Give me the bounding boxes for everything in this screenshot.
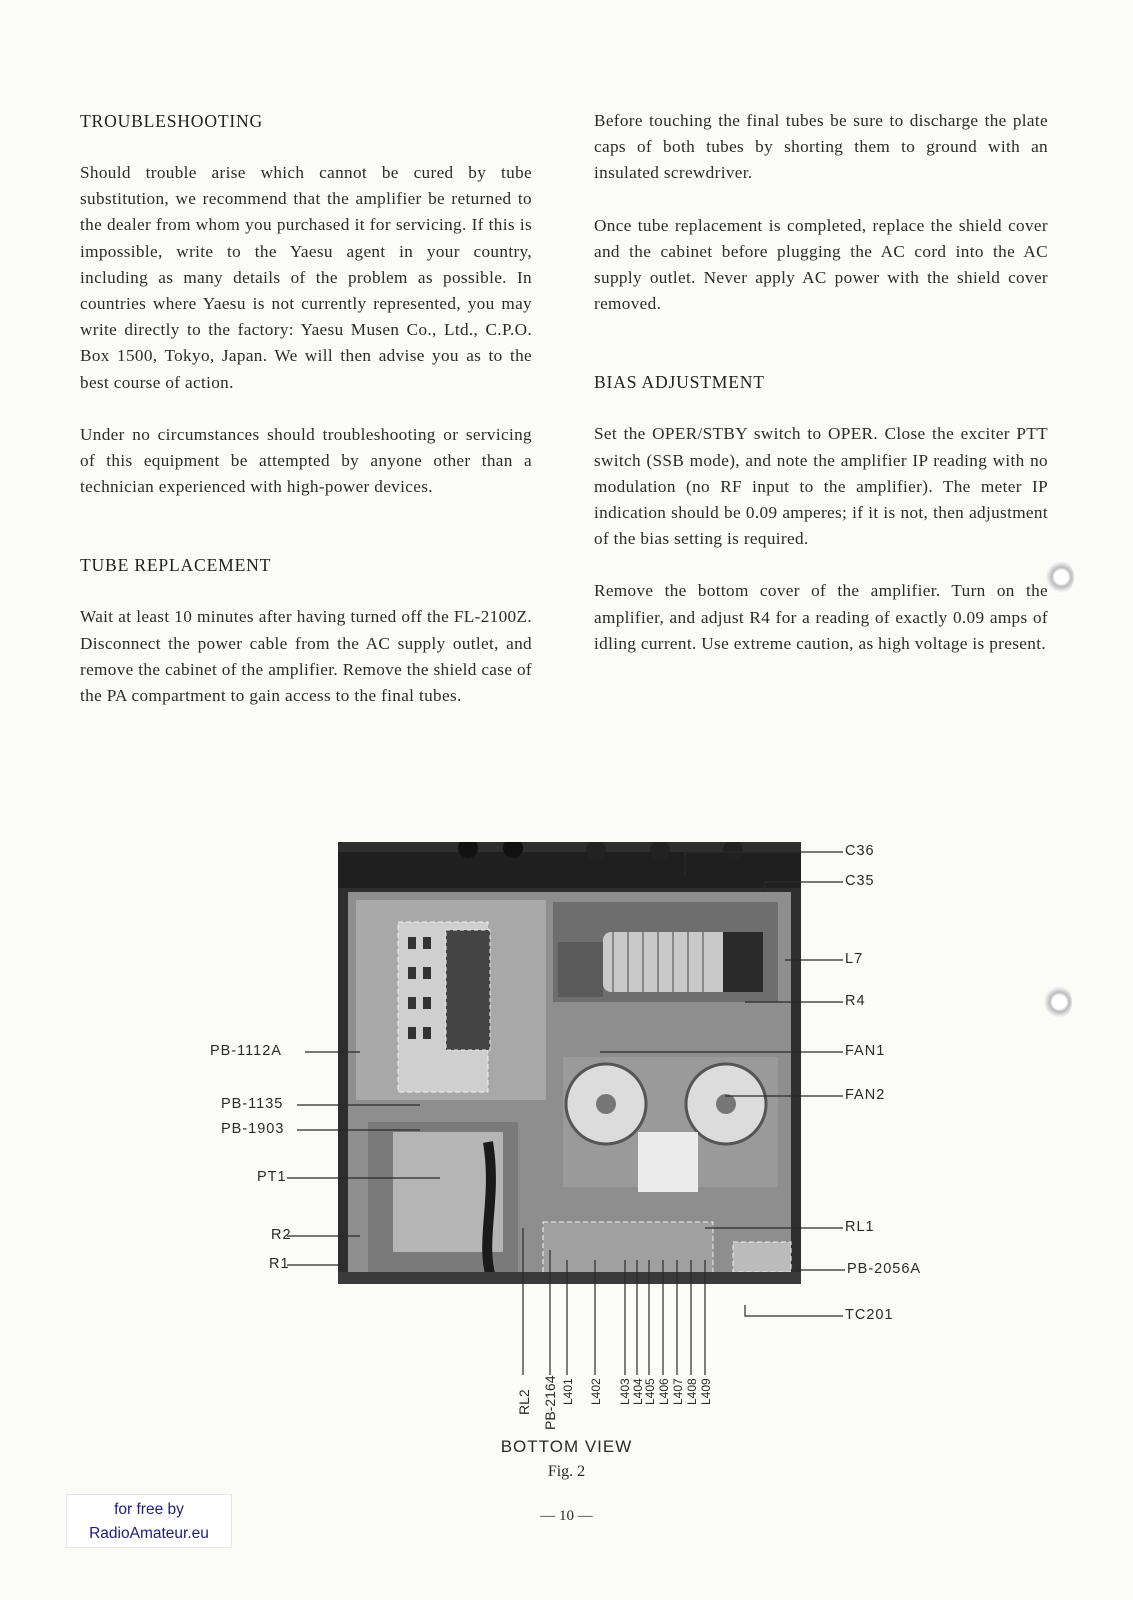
label-r2: R2: [271, 1227, 292, 1243]
binder-hole-top: [1046, 560, 1074, 594]
label-c36: C36: [845, 843, 875, 859]
label-c35: C35: [845, 873, 875, 889]
bias-adjustment-heading: BIAS ADJUSTMENT: [594, 372, 765, 393]
label-l404: L404: [631, 1378, 645, 1405]
label-pb-1112a: PB-1112A: [210, 1043, 282, 1059]
label-tc201: TC201: [845, 1307, 894, 1323]
bias-adjustment-paragraph-1: Set the OPER/STBY switch to OPER. Close the exciter PTT switch (SSB mode), and note the amplifier IP reading with no modulation (no RF input to the amplifier). The meter IP indication should be 0.09 amperes; if it is not, then adjustment of the bias setting is required.: [594, 424, 1048, 549]
tube-replacement-heading: TUBE REPLACEMENT: [80, 555, 272, 576]
label-l407: L407: [671, 1378, 685, 1405]
label-pb-1135: PB-1135: [221, 1096, 284, 1112]
label-l402: L402: [589, 1378, 603, 1405]
page-number: — 10 —: [540, 1508, 593, 1524]
tube-replacement-paragraph-3: Once tube replacement is completed, replace the shield cover and the cabinet before plugging the AC cord into the AC supply outlet. Never apply AC power with the shield cover removed.: [594, 215, 1048, 314]
stamp-line-2: RadioAmateur.eu: [89, 1525, 209, 1542]
bias-adjustment-paragraph-2: Remove the bottom cover of the amplifier. Turn on the amplifier, and adjust R4 for a reading of exactly 0.09 amps of idling current. Use extreme caution, as high voltage is present.: [594, 581, 1048, 653]
label-r4: R4: [845, 993, 866, 1009]
troubleshooting-paragraph-2: Under no circumstances should troubleshooting or servicing of this equipment be attempted by anyone other than a technician experienced with high-power devices.: [80, 424, 532, 497]
tube-replacement-paragraph-2: Before touching the final tubes be sure to discharge the plate caps of both tubes by shorting them to ground with an insulated screwdriver.: [594, 111, 1048, 183]
bottom-view-figure: [205, 830, 930, 1440]
label-fan1: FAN1: [845, 1043, 886, 1059]
label-l401: L401: [561, 1378, 575, 1405]
binder-hole-bottom: [1044, 985, 1072, 1019]
source-stamp: [66, 1494, 232, 1548]
figure-caption-title: BOTTOM VIEW: [500, 1437, 633, 1456]
troubleshooting-paragraph-1: Should trouble arise which cannot be cured by tube substitution, we recommend that the amplifier be returned to the dealer from whom you purchased it for servicing. If this is impossible, write to the Yaesu agent in your country, including as many details of the problem as possible. In countries where Yaesu is not currently represented, you may write directly to the factory: Yaesu Musen Co., Ltd., C.P.O. Box 1500, Tokyo, Japan. We will then advise you as to the best course of action.: [80, 163, 532, 392]
label-r1: R1: [269, 1256, 290, 1272]
label-pb-1903: PB-1903: [221, 1121, 285, 1137]
label-l406: L406: [657, 1378, 671, 1405]
left-column: [80, 108, 532, 709]
label-l405: L405: [643, 1378, 657, 1405]
label-pb-2056a: PB-2056A: [847, 1261, 922, 1277]
label-l409: L409: [699, 1378, 713, 1405]
label-fan2: FAN2: [845, 1087, 886, 1103]
stamp-line-1: for free by: [114, 1501, 184, 1518]
label-l7: L7: [845, 951, 864, 967]
label-l403: L403: [618, 1378, 632, 1405]
troubleshooting-heading: TROUBLESHOOTING: [80, 111, 264, 131]
right-column: [594, 108, 1048, 657]
label-rl1: RL1: [845, 1219, 875, 1235]
label-rl2: RL2: [516, 1389, 532, 1415]
label-pt1: PT1: [257, 1169, 287, 1185]
label-l408: L408: [685, 1378, 699, 1405]
callout-lines: [205, 830, 930, 1440]
tube-replacement-paragraph-1: Wait at least 10 minutes after having turned off the FL-2100Z. Disconnect the power cable from the AC supply outlet, and remove the cabinet of the amplifier. Remove the shield case of the PA compartment to gain access to the final tubes.: [80, 607, 532, 706]
figure-caption-number: Fig. 2: [547, 1463, 586, 1480]
label-pb-2164: PB-2164: [542, 1375, 558, 1430]
